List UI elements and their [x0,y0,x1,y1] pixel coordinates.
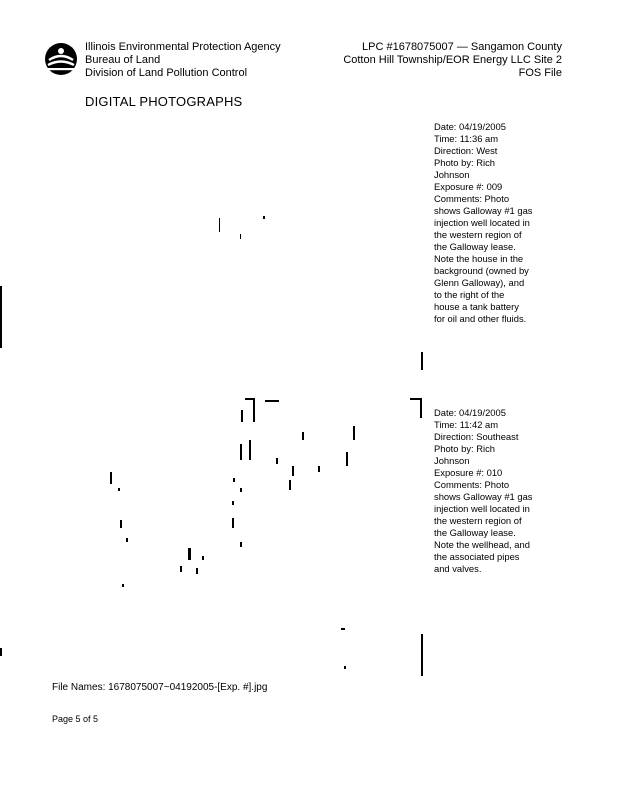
caption-line: for oil and other fluids. [434,313,527,324]
caption-line: Comments: Photo [434,193,510,204]
photo-mark [188,548,191,560]
site-name: Cotton Hill Township/EOR Energy LLC Site 2 [343,54,562,66]
photo-mark [289,480,291,490]
photo-mark [240,488,242,492]
photo-mark [263,216,265,219]
photo-2 [52,396,424,678]
caption-line: Exposure #: 009 [434,181,503,192]
photo-mark [318,466,320,472]
photo-mark [202,556,204,560]
case-number: LPC #1678075007 — Sangamon County [362,41,562,53]
agency-block [85,41,281,80]
agency-name: Illinois Environmental Protection Agency [85,41,281,53]
photo-mark [180,566,182,572]
caption-line: house a tank battery [434,301,519,312]
photo-mark [421,634,423,676]
caption-line: and valves. [434,563,482,574]
case-block [343,41,562,80]
caption-line: Note the house in the [434,253,524,264]
photo-2-caption [434,407,564,575]
file-names: File Names: 1678075007~04192005-[Exp. #].jpg [52,682,268,693]
photo-mark [196,568,198,574]
page-title: DIGITAL PHOTOGRAPHS [85,94,243,109]
caption-line: Time: 11:42 am [434,419,499,430]
photo-mark [126,538,128,542]
caption-line: the Galloway lease. [434,527,516,538]
photo-mark [249,440,251,460]
photo-mark [421,352,423,370]
photo-mark [353,426,355,440]
scan-artifact [0,648,2,656]
photo-mark [241,410,243,422]
caption-line: Comments: Photo [434,479,510,490]
photo-mark [240,444,242,460]
photo-mark [253,398,255,422]
photo-mark [302,432,304,440]
caption-line: Photo by: Rich [434,443,495,454]
photo-mark [120,520,122,528]
photo-1-caption [434,121,564,325]
photo-mark [341,628,345,630]
photo-mark [240,234,241,239]
caption-line: Time: 11:36 am [434,133,499,144]
photo-mark [118,488,120,491]
caption-line: Johnson [434,169,470,180]
illinois-epa-logo [44,42,78,76]
caption-line: shows Galloway #1 gas [434,205,533,216]
caption-line: injection well located in [434,503,530,514]
page-number: Page 5 of 5 [52,714,99,724]
caption-line: the Galloway lease. [434,241,516,252]
photo-mark [122,584,124,587]
photo-mark [292,466,294,476]
caption-line: to the right of the [434,289,505,300]
photo-mark [265,400,279,402]
division-name: Division of Land Pollution Control [85,67,248,79]
bureau-name: Bureau of Land [85,54,161,66]
photo-mark [420,398,422,418]
caption-line: Exposure #: 010 [434,467,503,478]
caption-line: injection well located in [434,217,530,228]
caption-line: Direction: Southeast [434,431,519,442]
photo-mark [233,478,235,482]
caption-line: the western region of [434,515,522,526]
caption-line: background (owned by [434,265,529,276]
caption-line: shows Galloway #1 gas [434,491,533,502]
caption-line: Photo by: Rich [434,157,495,168]
caption-line: Date: 04/19/2005 [434,407,506,418]
photo-mark [110,472,112,484]
photo-mark [232,518,234,528]
photo-mark [219,218,220,232]
caption-line: Johnson [434,455,470,466]
photo-mark [346,452,348,466]
photo-mark [232,501,234,505]
caption-line: Glenn Galloway), and [434,277,525,288]
caption-line: Date: 04/19/2005 [434,121,506,132]
photo-mark [276,458,278,464]
caption-line: Note the wellhead, and [434,539,530,550]
caption-line: the western region of [434,229,522,240]
photo-mark [240,542,242,547]
scan-artifact [0,286,2,348]
caption-line: Direction: West [434,145,498,156]
file-type: FOS File [518,67,562,79]
caption-line: the associated pipes [434,551,520,562]
photo-mark [344,666,346,669]
photo-1 [52,118,424,388]
